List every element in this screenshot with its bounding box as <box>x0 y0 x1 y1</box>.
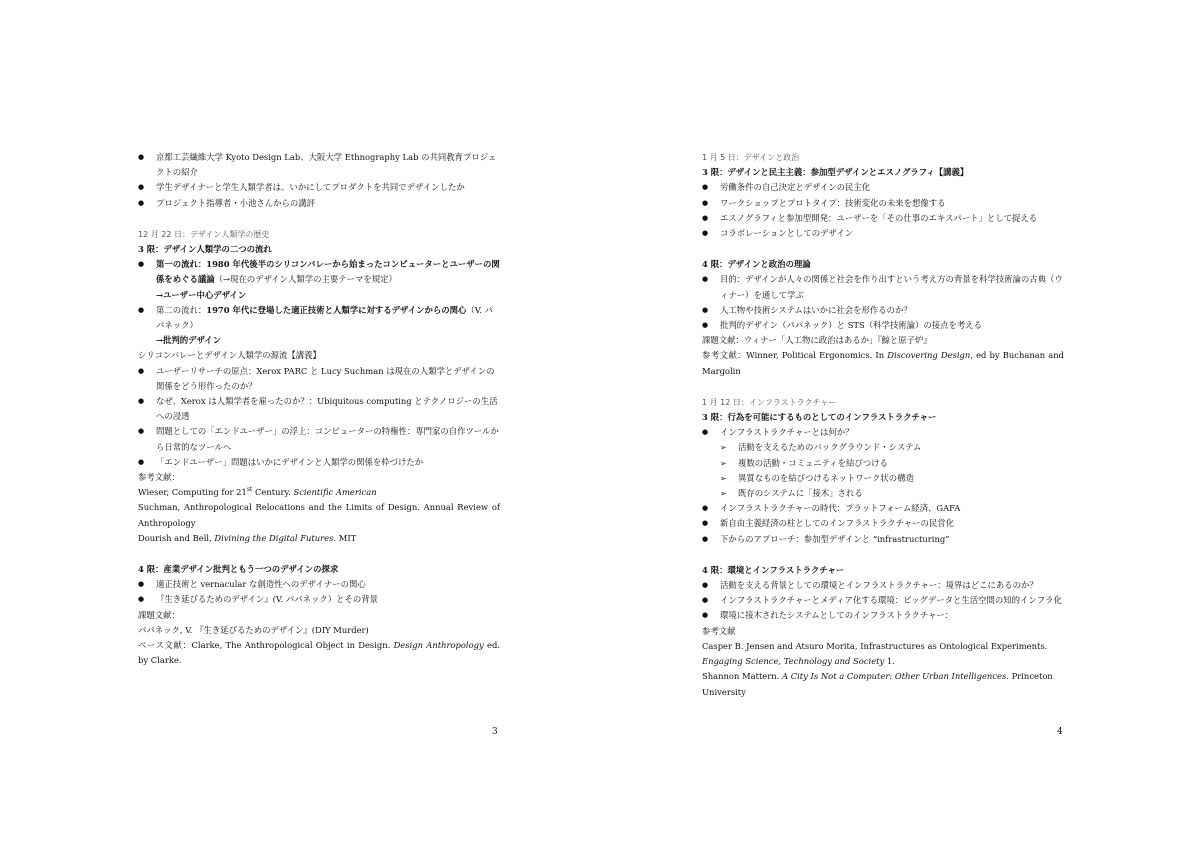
reference-text: ベース文献：Clarke, The Anthropological Object in Design. <box>138 640 394 651</box>
list-item: ● プロジェクト指導者・小池さんからの講評 <box>138 196 500 211</box>
list-item: ● エスノグラフィと参加型開発：ユーザーを「その仕事のエキスパート」として捉える <box>702 211 1064 226</box>
list-item: ● 目的：デザインが人々の関係と社会を作り出すという考え方の背景を科学技術論の古典（ウィナー）を通して学ぶ <box>702 272 1064 302</box>
reference-text: Casper B. Jensen and Atsuro Morita, Infrastructures as Ontological Experiments. <box>702 640 1048 651</box>
list-item: ● 学生デザイナーと学生人類学者は、いかにしてプロダクトを共同でデザインしたか <box>138 180 500 195</box>
subsection-heading: シリコンバレーとデザイン人類学の源流【講義】 <box>138 350 321 361</box>
reference-item <box>702 669 1064 699</box>
list-item: ● ワークショップとプロトタイプ：技術変化の未来を想像する <box>702 196 1064 211</box>
reference-text: 参考文献：Winner, Political Ergonomics. In <box>702 350 888 361</box>
list-item: ● インフラストラクチャーとメディア化する環境：ビッグデータと生活空間の知的インフラ化 <box>702 593 1064 608</box>
reference-label: 課題文献： <box>138 609 180 620</box>
list-item: ● 「エンドユーザー」問題はいかにデザインと人類学の関係を枠づけたか <box>138 455 500 470</box>
reference-item: 課題文献：ウィナー「人工物に政治はあるか」『鯨と原子炉』 <box>702 335 932 346</box>
list-item: ● 問題としての「エンドユーザー」の浮上：コンピューターの特権性：専門家の自作ツールから日常的なツールへ <box>138 424 500 454</box>
page-number: 3 <box>492 727 498 737</box>
reference-text: Wieser, Computing for 21 <box>138 487 247 498</box>
reference-label: 参考文献： <box>138 472 180 483</box>
list-item: ● 人工物や技術システムはいかに社会を形作るのか？ <box>702 303 1064 318</box>
list-item: ● コラボレーションとしてのデザイン <box>702 226 1064 241</box>
list-item: ● インフラストラクチャーの時代：プラットフォーム経済、GAFA <box>702 501 1064 516</box>
session-date: 1 月 12 日：インフラストラクチャー <box>702 397 837 407</box>
list-item: ● なぜ、Xerox は人類学者を雇ったのか？：Ubiquitous computing とテクノロジーの生活への浸透 <box>138 394 500 424</box>
list-item: ● インフラストラクチャーとは何か？ <box>702 425 1064 440</box>
reference-text: . MIT <box>333 532 357 543</box>
note-text: （V. パパネック） <box>156 304 494 331</box>
reference-item <box>138 638 500 668</box>
reference-title: Discovering Design <box>887 350 971 361</box>
reference-text: . Princeton University <box>702 671 1053 697</box>
reference-title: Divining the Digital Futures <box>214 532 334 543</box>
reference-label: 参考文献 <box>702 625 736 636</box>
reference-item: パパネック, V. 『生き延びるためのデザイン』(DIY Murder) <box>138 624 369 635</box>
list-item: ● 『生き延びるためのデザイン』(V. パパネック）とその背景 <box>138 592 500 607</box>
reference-text: , ed by Buchanan and Margolin <box>702 350 1064 376</box>
list-item: ● 下からのアプローチ：参加型デザインと “infrastructuring” <box>702 532 1064 547</box>
session-heading: 4 限：産業デザイン批判ともう一つのデザインの探求 <box>138 564 339 575</box>
session-heading: 3 限：デザインと民主主義：参加型デザインとエスノグラフィ【講義】 <box>702 167 969 178</box>
session-heading: 3 限：デザイン人類学の二つの流れ <box>138 244 272 255</box>
list-item: ● 労働条件の自己決定とデザインの民主化 <box>702 180 1064 195</box>
reference-title: Design Anthropology <box>393 640 484 651</box>
list-item: ● 環境に接木されたシステムとしてのインフラストラクチャー： <box>702 608 1064 623</box>
reference-item <box>138 531 500 546</box>
note-text: （→現在のデザイン人類学の主要テーマを規定） <box>214 274 397 285</box>
list-item <box>138 303 500 333</box>
page-4 <box>600 0 1200 846</box>
reference-text: 1. <box>884 656 895 667</box>
reference-text: Shannon Mattern. <box>702 671 782 682</box>
reference-title: Scientific American <box>293 487 377 498</box>
session-date: 1 月 5 日：デザインと政治 <box>702 153 800 162</box>
superscript: st <box>246 486 253 494</box>
sub-list-item: ➢ 既存のシステムに「接木」される <box>702 486 1064 501</box>
page-number: 4 <box>1057 727 1063 737</box>
reference-item <box>702 348 1064 378</box>
list-item: ● ユーザーリサーチの原点：Xerox PARC と Lucy Suchman は現在の人類学とデザインの関係をどう形作ったのか？ <box>138 364 500 394</box>
arrow-note: →ユーザー中心デザイン <box>156 289 247 300</box>
list-item: ● 新自由主義経済の柱としてのインフラストラクチャーの民営化 <box>702 516 1064 531</box>
reference-title: Engaging Science, Technology and Society <box>702 656 885 667</box>
list-item: ● 適正技術と vernacular な創造性へのデザイナーの関心 <box>138 577 500 592</box>
sub-list-item: ➢ 活動を支えるためのバックグラウンド・システム <box>702 440 1064 455</box>
page-3-column <box>138 150 500 669</box>
reference-title: A City Is Not a Computer: Other Urban Intelligences <box>782 671 1007 682</box>
reference-text: Century. <box>252 487 294 498</box>
session-heading: 4 限：デザインと政治の理論 <box>702 259 811 270</box>
bold-text: 1970 年代に登場した適正技術と人類学に対するデザインからの関心 <box>206 304 467 315</box>
list-item <box>138 257 500 287</box>
reference-item <box>138 485 500 500</box>
list-item: ● 活動を支える背景としての環境とインフラストラクチャー：境界はどこにあるのか？ <box>702 578 1064 593</box>
label-text: 第二の流れ： <box>156 304 207 315</box>
reference-text: ed. by Clarke. <box>138 640 500 666</box>
sub-list-item: ➢ 複数の活動・コミュニティを結びつける <box>702 456 1064 471</box>
sub-list-item: ➢ 異質なものを結びつけるネットワーク状の構造 <box>702 471 1064 486</box>
page-4-column <box>702 150 1064 700</box>
session-heading: 3 限：行為を可能にするものとしてのインフラストラクチャー <box>702 412 937 423</box>
reference-item <box>702 639 1064 669</box>
bold-text: 第一の流れ：1980 年代後半のシリコンバレーから始まったコンピューターとユーザーの関係をめぐる議論 <box>156 259 500 285</box>
session-heading: 4 限：環境とインフラストラクチャー <box>702 564 845 575</box>
reference-item: Suchman, Anthropological Relocations and the Limits of Design. Annual Review of Anthropology <box>138 502 500 528</box>
list-item: ● 批判的デザイン（パパネック）と STS（科学技術論）の接点を考える <box>702 318 1064 333</box>
list-item: ● 京都工芸繊維大学 Kyoto Design Lab、大阪大学 Ethnography Lab の共同教育プロジェクトの紹介 <box>138 150 500 180</box>
arrow-note: →批判的デザイン <box>156 335 222 346</box>
session-date: 12 月 22 日：デザイン人類学の歴史 <box>138 229 270 239</box>
reference-text: Dourish and Bell, <box>138 532 215 543</box>
